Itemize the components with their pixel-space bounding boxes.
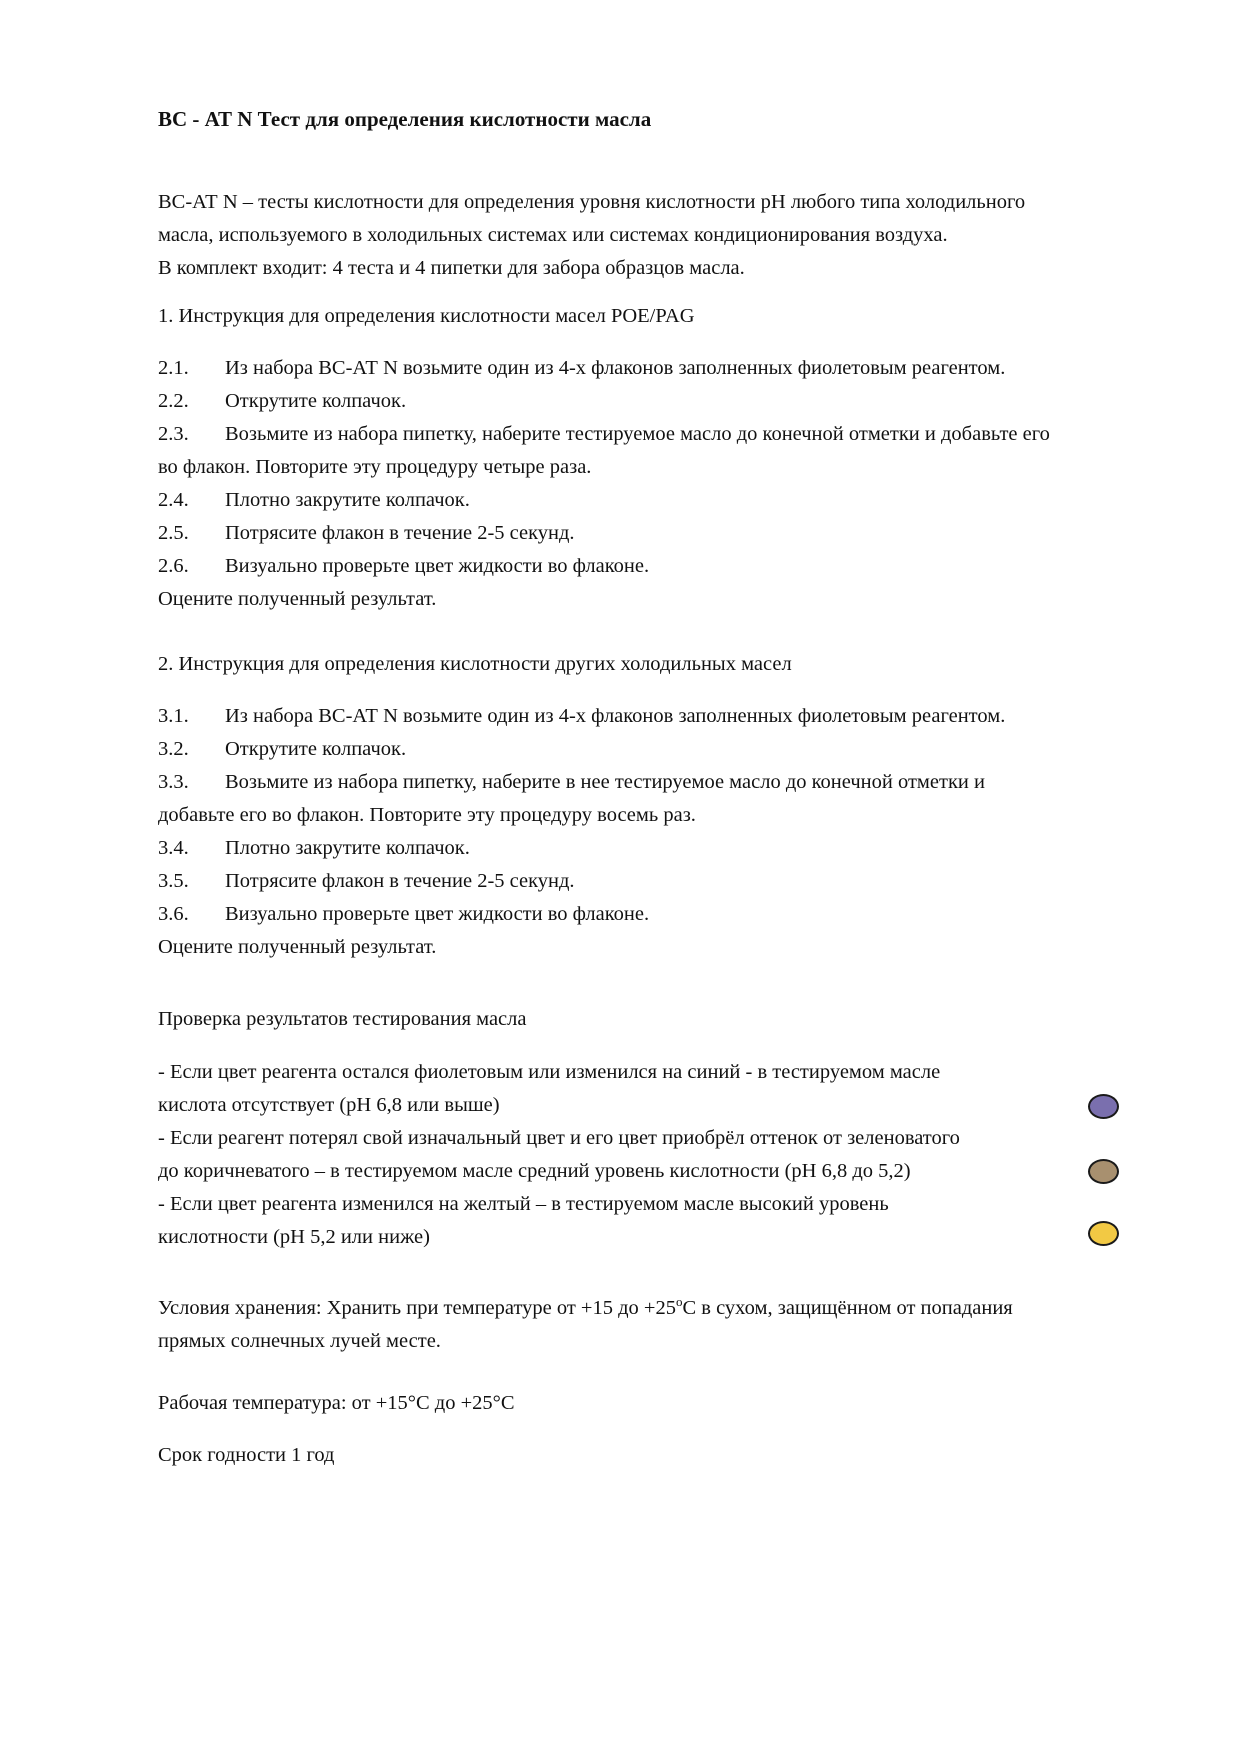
list-item [158,898,1063,931]
degree-superscript: о [676,1294,683,1310]
list-item [158,865,1063,898]
section-2-heading: 2. Инструкция для определения кислотности других холодильных масел [158,653,792,675]
results-bullet-list [158,1056,1141,1254]
storage-conditions [158,1292,1063,1358]
list-item-number: 2.1. [158,357,189,379]
list-item-number: 2.4. [158,489,189,511]
result-high-acid-text: - Если цвет реагента изменился на желтый – в тестируемом масле высокий уровень кислотности (рН 5,2 или ниже) [158,1193,889,1248]
list-item-text: Открутите колпачок. [225,738,407,760]
evaluate-result-note: Оцените полученный результат. [158,936,437,958]
list-item [158,385,1063,418]
list-item-number: 3.1. [158,705,189,727]
list-item-text: Плотно закрутите колпачок. [225,489,470,511]
storage-conditions-text-end: С в сухом, защищённом от попадания прямых солнечных лучей месте. [158,1297,1013,1352]
result-no-acid-text: - Если цвет реагента остался фиолетовым или изменился на синий - в тестируемом масле кислота отсутствует (рН 6,8 или выше) [158,1061,941,1116]
section-1-heading: 1. Инструкция для определения кислотности масел POE/PAG [158,305,695,327]
intro-paragraph [158,186,1063,285]
list-item-number: 3.6. [158,903,189,925]
brown-color-indicator-icon [1088,1159,1119,1184]
list-item-number: 3.4. [158,837,189,859]
instruction-list-2 [158,700,1063,964]
list-item-text: Из набора ВС-АТ N возьмите один из 4-х флаконов заполненных фиолетовым реагентом. [225,705,1006,727]
instruction-list-1 [158,352,1063,616]
list-item-number: 3.3. [158,771,189,793]
list-item-number: 2.2. [158,390,189,412]
list-item [158,484,1063,517]
list-item-number: 2.3. [158,423,189,445]
list-item-number: 3.5. [158,870,189,892]
list-item-text: Визуально проверьте цвет жидкости во флаконе. [225,555,650,577]
results-check-heading: Проверка результатов тестирования масла [158,1008,527,1030]
purple-color-indicator-icon [1088,1094,1119,1119]
shelf-life: Срок годности 1 год [158,1444,335,1466]
list-item-number: 2.5. [158,522,189,544]
list-item [158,550,1063,583]
list-item-text: Возьмите из набора пипетку, наберите тестируемое масло до конечной отметки и добавьте его во флакон. Повторите эту процедуру четыре раза. [158,423,1050,478]
list-item [158,766,1063,832]
list-item [158,832,1063,865]
list-item-text: Открутите колпачок. [225,390,407,412]
list-item-text: Потрясите флакон в течение 2-5 секунд. [225,870,575,892]
list-item-number: 2.6. [158,555,189,577]
list-item-text: Возьмите из набора пипетку, наберите в нее тестируемое масло до конечной отметки и добавьте его во флакон. Повторите эту процедуру восемь раз. [158,771,985,826]
list-item [158,352,1063,385]
storage-conditions-text: Условия хранения: Хранить при температуре от +15 до +25 [158,1297,676,1319]
intro-kit-contents: В комплект входит: 4 теста и 4 пипетки для забора образцов масла. [158,257,745,279]
list-item [158,700,1063,733]
list-item-text: Визуально проверьте цвет жидкости во флаконе. [225,903,650,925]
working-temperature: Рабочая температура: от +15°С до +25°С [158,1392,515,1414]
list-item-text: Потрясите флакон в течение 2-5 секунд. [225,522,575,544]
list-item [158,418,1063,484]
list-item-number: 3.2. [158,738,189,760]
result-medium-acid-text: - Если реагент потерял свой изначальный цвет и его цвет приобрёл оттенок от зеленоватого до коричневатого – в тестируемом масле средний уровень кислотности (рН 6,8 до 5,2) [158,1127,960,1182]
list-item [158,517,1063,550]
list-item-text: Плотно закрутите колпачок. [225,837,470,859]
document-title: ВС - АТ N Тест для определения кислотности масла [158,107,652,131]
yellow-color-indicator-icon [1088,1221,1119,1246]
intro-text-line: ВС-АТ N – тесты кислотности для определения уровня кислотности рН любого типа холодильного масла, используемого в холодильных системах или системах кондиционирования воздуха. [158,191,1026,246]
list-item [158,733,1063,766]
list-item-text: Из набора ВС-АТ N возьмите один из 4-х флаконов заполненных фиолетовым реагентом. [225,357,1006,379]
evaluate-result-note: Оцените полученный результат. [158,588,437,610]
